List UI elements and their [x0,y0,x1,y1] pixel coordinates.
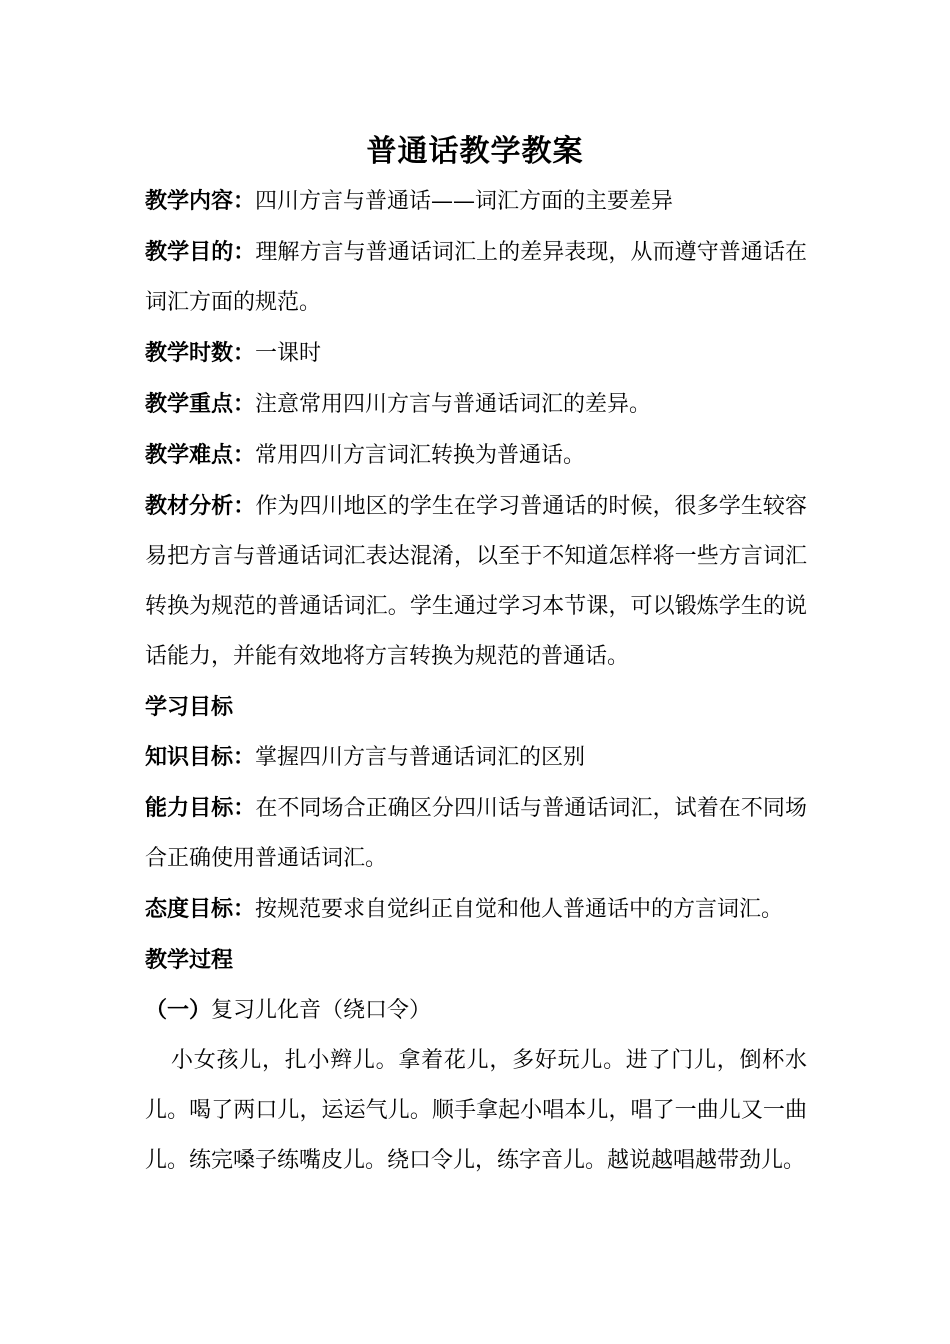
knowledge-goal-paragraph [145,732,807,783]
attitude-goal-label: 态度目标： [145,896,256,922]
lesson-difficulty-text: 常用四川方言词汇转换为普通话。 [255,443,586,468]
section-one-paragraph [145,985,807,1036]
teaching-process-heading: 教学过程 [145,947,234,973]
ability-goal-label: 能力目标： [145,795,256,821]
lesson-content-paragraph [145,176,807,227]
attitude-goal-paragraph [145,884,807,935]
knowledge-goal-text: 掌握四川方言与普通话词汇的区别 [255,745,586,770]
learning-objectives-heading: 学习目标 [145,694,234,720]
section-one-label: （一） [145,997,212,1023]
lesson-focus-paragraph [145,379,807,430]
lesson-goal-label: 教学目的： [145,239,256,265]
lesson-goal-text: 理解方言与普通话词汇上的差异表现，从而遵守普通话在词汇方面的规范。 [145,240,807,315]
lesson-hours-paragraph [145,328,807,379]
ability-goal-paragraph [145,783,807,884]
lesson-content-text: 四川方言与普通话——词汇方面的主要差异 [255,189,674,214]
document-body [145,176,807,1186]
lesson-content-label: 教学内容： [145,188,256,214]
section-one-text: 复习儿化音（绕口令） [211,998,432,1023]
lesson-focus-label: 教学重点： [145,391,256,417]
lesson-hours-label: 教学时数： [145,340,256,366]
knowledge-goal-label: 知识目标： [145,744,256,770]
lesson-hours-text: 一课时 [255,341,322,366]
ability-goal-text: 在不同场合正确区分四川话与普通话词汇，试着在不同场合正确使用普通话词汇。 [145,796,807,871]
document-title: 普通话教学教案 [366,134,584,169]
lesson-goal-paragraph [145,227,807,328]
tongue-twister-paragraph: 小女孩儿，扎小辫儿。拿着花儿，多好玩儿。进了门儿，倒杯水儿。喝了两口儿，运运气儿。顺手拿起小唱本儿，唱了一曲儿又一曲儿。练完嗓子练嘴皮儿。绕口令儿，练字音儿。越说越唱越带劲儿。 [145,1048,807,1173]
lesson-difficulty-paragraph [145,430,807,481]
attitude-goal-text: 按规范要求自觉纠正自觉和他人普通话中的方言词汇。 [255,897,784,922]
lesson-difficulty-label: 教学难点： [145,442,256,468]
material-analysis-text: 作为四川地区的学生在学习普通话的时候，很多学生较容易把方言与普通话词汇表达混淆，以至于不知道怎样将一些方言词汇转换为规范的普通话词汇。学生通过学习本节课，可以锻炼学生的说话能力，并能有效地将方言转换为规范的普通话。 [145,494,807,669]
material-analysis-label: 教材分析： [145,493,256,519]
lesson-focus-text: 注意常用四川方言与普通话词汇的差异。 [255,392,652,417]
material-analysis-paragraph [145,481,807,682]
